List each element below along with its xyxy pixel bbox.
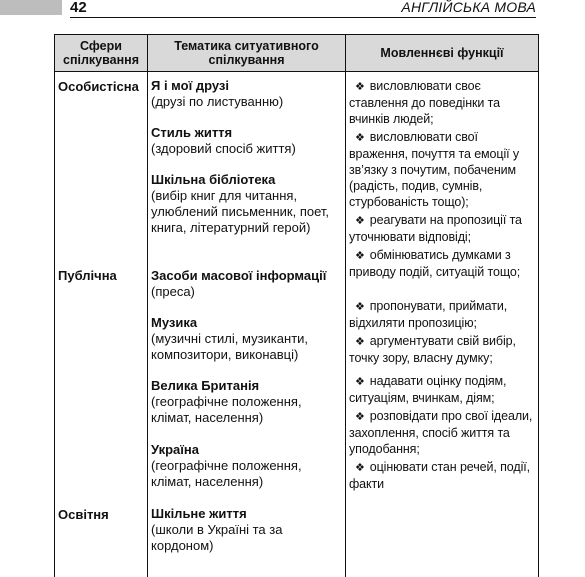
function-item xyxy=(349,373,537,406)
diamond-bullet-icon: ❖ xyxy=(355,336,365,348)
diamond-bullet-icon: ❖ xyxy=(355,301,365,313)
topic-item xyxy=(151,125,344,157)
diamond-bullet-icon: ❖ xyxy=(355,376,365,388)
sphere-public: Публічна xyxy=(58,268,117,283)
function-text: обмінюватись думками з приводу подій, ситуацій тощо; xyxy=(349,248,521,279)
curriculum-table xyxy=(54,34,539,577)
column-header-spheres: Сфери спілкування xyxy=(63,39,139,67)
running-title: АНГЛІЙСЬКА МОВА xyxy=(401,0,536,15)
header-rule xyxy=(70,17,536,18)
function-item xyxy=(349,298,537,331)
topic-title: Україна xyxy=(151,442,200,457)
topic-desc: (географічне положення, клімат, населення) xyxy=(151,394,302,425)
diamond-bullet-icon: ❖ xyxy=(355,250,365,262)
topic-title: Музика xyxy=(151,315,198,330)
page-number: 42 xyxy=(70,0,87,16)
function-text: розповідати про свої ідеали, захоплення, спосіб життя та уподобання; xyxy=(349,409,533,456)
topic-title: Велика Британія xyxy=(151,378,260,393)
function-item xyxy=(349,247,537,280)
diamond-bullet-icon: ❖ xyxy=(355,81,365,93)
function-text: аргументувати свій вибір, точку зору, власну думку; xyxy=(349,334,516,365)
diamond-bullet-icon: ❖ xyxy=(355,215,365,227)
topic-desc: (преса) xyxy=(151,284,195,299)
diamond-bullet-icon: ❖ xyxy=(355,462,365,474)
topic-item xyxy=(151,78,344,110)
sphere-personal: Особистісна xyxy=(58,79,139,94)
topic-item xyxy=(151,442,344,490)
page-header xyxy=(0,0,585,20)
diamond-bullet-icon: ❖ xyxy=(355,411,365,423)
table-header-row xyxy=(55,35,538,72)
column-divider xyxy=(345,35,346,577)
function-text: оцінювати стан речей, події, факти xyxy=(349,460,530,491)
topic-item xyxy=(151,172,344,236)
topic-desc: (музичні стилі, музиканти, композитори, виконавці) xyxy=(151,331,309,362)
function-text: висловлювати своє ставлення до поведінки та вчинків людей; xyxy=(349,79,500,126)
column-divider xyxy=(147,35,148,577)
topic-desc: (друзі по листуванню) xyxy=(151,94,284,109)
function-item xyxy=(349,459,537,492)
topic-title: Я і мої друзі xyxy=(151,78,229,93)
sphere-educational: Освітня xyxy=(58,507,109,522)
topic-item xyxy=(151,506,344,554)
function-text: пропонувати, приймати, відхиляти пропозицію; xyxy=(349,299,508,330)
topic-title: Шкільне життя xyxy=(151,506,247,521)
topic-item xyxy=(151,315,344,363)
function-text: надавати оцінку подіям, ситуаціям, вчинкам, діям; xyxy=(349,374,507,405)
header-gray-bar xyxy=(0,0,62,15)
column-header-topics: Тематика ситуативного спілкування xyxy=(174,39,319,67)
function-item xyxy=(349,408,537,457)
topic-desc: (школи в Україні та за кордоном) xyxy=(151,522,283,553)
topic-title: Стиль життя xyxy=(151,125,233,140)
topic-desc: (вибір книг для читання, улюблений письменник, поет, книга, літературний герой) xyxy=(151,188,330,235)
topic-title: Шкільна бібліотека xyxy=(151,172,276,187)
topic-desc: (географічне положення, клімат, населення) xyxy=(151,458,302,489)
topic-desc: (здоровий спосіб життя) xyxy=(151,141,296,156)
function-item xyxy=(349,78,537,127)
function-text: реагувати на пропозиції та уточнювати відповіді; xyxy=(349,213,522,244)
function-item xyxy=(349,333,537,366)
function-text: висловлювати свої враження, почуття та емоції у зв’язку з почутим, побаченим (радість, подив, сумнів, стурбованість тощо); xyxy=(349,130,520,209)
diamond-bullet-icon: ❖ xyxy=(355,132,365,144)
topic-title: Засоби масової інформації xyxy=(151,268,327,283)
topic-item xyxy=(151,268,344,300)
topic-item xyxy=(151,378,344,426)
column-header-functions: Мовленнєві функції xyxy=(380,46,504,60)
function-item xyxy=(349,212,537,245)
function-item xyxy=(349,129,537,210)
